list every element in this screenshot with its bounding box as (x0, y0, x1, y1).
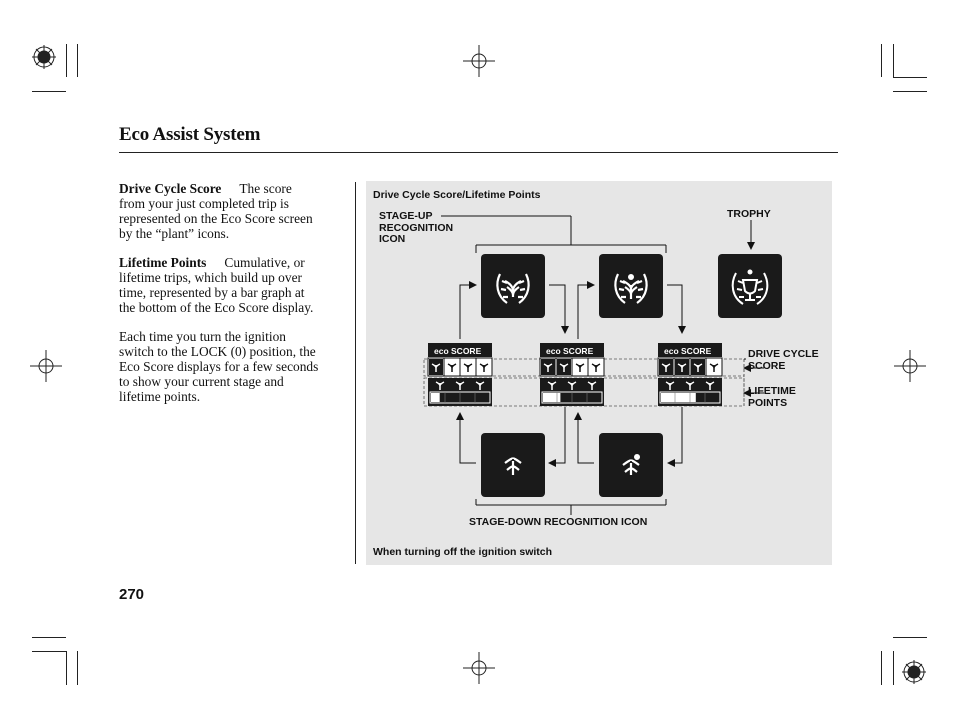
section-heading: Drive Cycle Score (119, 181, 222, 196)
section-lifetime-points (119, 255, 347, 315)
diagram-footer-note: When turning off the ignition switch (373, 546, 553, 558)
section-text: by the “plant” icons. (119, 226, 230, 241)
lifetime-bar-fill (661, 393, 696, 402)
section-ignition-note (119, 329, 347, 404)
section-text: Cumulative, or (224, 255, 305, 270)
eco-score-screen (428, 343, 492, 406)
eco-score-screen (540, 343, 604, 406)
eco-screen-label: eco SCORE (546, 346, 594, 356)
stage-up-icon-2 (599, 254, 663, 318)
page-number: 270 (119, 586, 145, 603)
section-text: the bottom of the Eco Score display. (119, 300, 314, 315)
section-text: Eco Score displays for a few seconds (119, 359, 319, 374)
eco-screen-label: eco SCORE (664, 346, 712, 356)
lifetime-points-label: LIFETIME POINTS (748, 385, 796, 409)
section-text: Each time you turn the ignition (119, 329, 286, 344)
stage-down-label: STAGE-DOWN RECOGNITION ICON (469, 516, 648, 528)
section-text: to show your current stage and (119, 374, 284, 389)
eco-screen-label: eco SCORE (434, 346, 482, 356)
drive-cycle-score-label: DRIVE CYCLE SCORE (748, 348, 819, 372)
section-text: lifetime points. (119, 389, 201, 404)
section-text: lifetime trips, which build up over (119, 270, 302, 285)
stage-up-bracket (441, 216, 751, 253)
column-divider (355, 182, 356, 564)
section-text: represented on the Eco Score screen (119, 211, 313, 226)
stage-down-icon-1 (481, 433, 545, 497)
stage-up-icon-1 (481, 254, 545, 318)
section-text: switch to the LOCK (0) position, the (119, 344, 316, 359)
eco-score-screens (428, 343, 722, 406)
eco-score-screen (658, 343, 722, 406)
section-text: from your just completed trip is (119, 196, 289, 211)
lifetime-bar-fill (431, 393, 440, 402)
section-heading: Lifetime Points (119, 255, 207, 270)
diagram-graphics (366, 181, 832, 565)
section-drive-cycle-score (119, 181, 347, 241)
section-text: time, represented by a bar graph at (119, 285, 305, 300)
section-text: The score (239, 181, 292, 196)
lifetime-bar-fill (543, 393, 560, 402)
eco-score-diagram (366, 181, 832, 565)
stage-down-bracket (476, 499, 666, 515)
diagram-title: Drive Cycle Score/Lifetime Points (373, 189, 541, 201)
page-title: Eco Assist System (119, 124, 261, 145)
title-rule (119, 152, 838, 153)
stage-down-icon-2 (599, 433, 663, 497)
stage-up-label: STAGE-UP RECOGNITION ICON (379, 210, 454, 245)
trophy-icon (718, 254, 782, 318)
trophy-label: TROPHY (727, 208, 771, 220)
